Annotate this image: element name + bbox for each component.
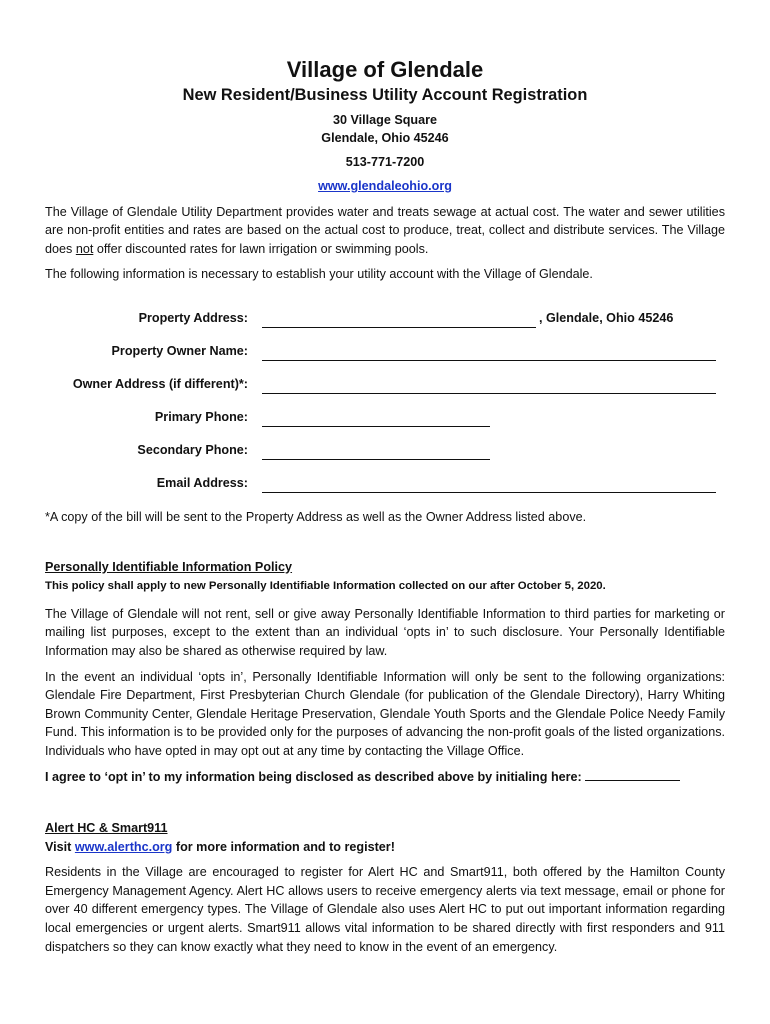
secondary-phone-field[interactable] xyxy=(262,446,490,460)
website-link[interactable]: www.glendaleohio.org xyxy=(318,179,452,193)
property-owner-field[interactable] xyxy=(262,347,716,361)
website-line xyxy=(45,177,725,196)
address-line-2: Glendale, Ohio 45246 xyxy=(321,131,449,145)
property-address-label: Property Address: xyxy=(138,311,248,326)
primary-phone-label: Primary Phone: xyxy=(154,410,248,425)
owner-address-row xyxy=(45,361,725,394)
property-address-row xyxy=(45,295,725,328)
intro-paragraph xyxy=(45,203,725,259)
intro-underlined-word: not xyxy=(75,241,94,256)
document-header xyxy=(45,56,725,196)
phone-number: 513-771-7200 xyxy=(345,155,425,169)
email-row xyxy=(45,460,725,493)
alert-visit-line xyxy=(45,838,725,857)
page-title: Village of Glendale xyxy=(286,57,484,82)
property-owner-row xyxy=(45,328,725,361)
visit-prefix: Visit xyxy=(45,839,75,854)
initials-field[interactable] xyxy=(585,768,680,781)
intro-text-2: offer discounted rates for lawn irrigation or swimming pools. xyxy=(93,241,429,256)
primary-phone-field[interactable] xyxy=(262,413,490,427)
owner-address-field[interactable] xyxy=(262,380,716,394)
email-field[interactable] xyxy=(262,479,716,493)
opt-in-agreement xyxy=(45,768,725,787)
secondary-phone-label: Secondary Phone: xyxy=(137,443,248,458)
visit-suffix: for more information and to register! xyxy=(172,839,395,854)
bill-footnote: *A copy of the bill will be sent to the Property Address as well as the Owner Address listed above. xyxy=(45,509,587,524)
alert-heading: Alert HC & Smart911 xyxy=(45,821,168,836)
secondary-phone-row xyxy=(45,427,725,460)
email-label: Email Address: xyxy=(156,476,248,491)
owner-address-label: Owner Address (if different)*: xyxy=(72,377,248,392)
property-address-field[interactable] xyxy=(262,314,536,328)
policy-paragraph-2: In the event an individual ‘opts in’, Personally Identifiable Information will only be sent to the following organizations: Glendale Fire Department, First Presbyterian Church Glendale (for publication of the Glendale Directory), Harry Whiting Brown Community Center, Glendale Heritage Preservation, Glendale Youth Sports and the Glendale Police Needy Family Fund. This information is to be provided only for the purposes of advancing the non-profit goals of the listed organizations. Individuals who have opted in may opt out at any time by contacting the Village Office. xyxy=(45,669,725,758)
property-address-suffix: , Glendale, Ohio 45246 xyxy=(539,311,674,326)
policy-paragraph-1: The Village of Glendale will not rent, sell or give away Personally Identifiable Information to third parties for marketing or mailing list purposes, except to the extent than an individual ‘opts in’ to such disclosure. Your Personally Identifiable Information may also be shared as otherwise required by law. xyxy=(45,606,725,658)
account-form xyxy=(45,295,725,493)
intro-paragraph-2: The following information is necessary to establish your utility account with the Village of Glendale. xyxy=(45,267,593,282)
policy-heading: Personally Identifiable Information Policy xyxy=(45,559,293,574)
page-subtitle: New Resident/Business Utility Account Registration xyxy=(182,86,588,104)
primary-phone-row xyxy=(45,394,725,427)
alerthc-link[interactable]: www.alerthc.org xyxy=(74,839,173,854)
policy-note: This policy shall apply to new Personally Identifiable Information collected on our after October 5, 2020. xyxy=(45,580,606,593)
intro-text-1: The Village of Glendale Utility Department provides water and treats sewage at actual cost. The water and sewer utilities are non-profit entities and rates are based on the actual cost to produce, treat, collect and distribute services. The Village does xyxy=(45,204,725,256)
alert-paragraph: Residents in the Village are encouraged to register for Alert HC and Smart911, both offered by the Hamilton County Emergency Management Agency. Alert HC allows users to receive emergency alerts via text message, email or phone for over 40 different emergency types. The Village of Glendale also uses Alert HC to put out important information regarding local emergencies or urgent alerts. Smart911 allows vital information to be shared directly with first responders and 911 dispatchers so they can know exactly what they need to know in the event of an emergency. xyxy=(45,865,725,954)
address-line-1: 30 Village Square xyxy=(332,113,438,127)
property-owner-label: Property Owner Name: xyxy=(111,344,248,359)
opt-in-text: I agree to ‘opt in’ to my information being disclosed as described above by initialing here: xyxy=(45,769,586,784)
